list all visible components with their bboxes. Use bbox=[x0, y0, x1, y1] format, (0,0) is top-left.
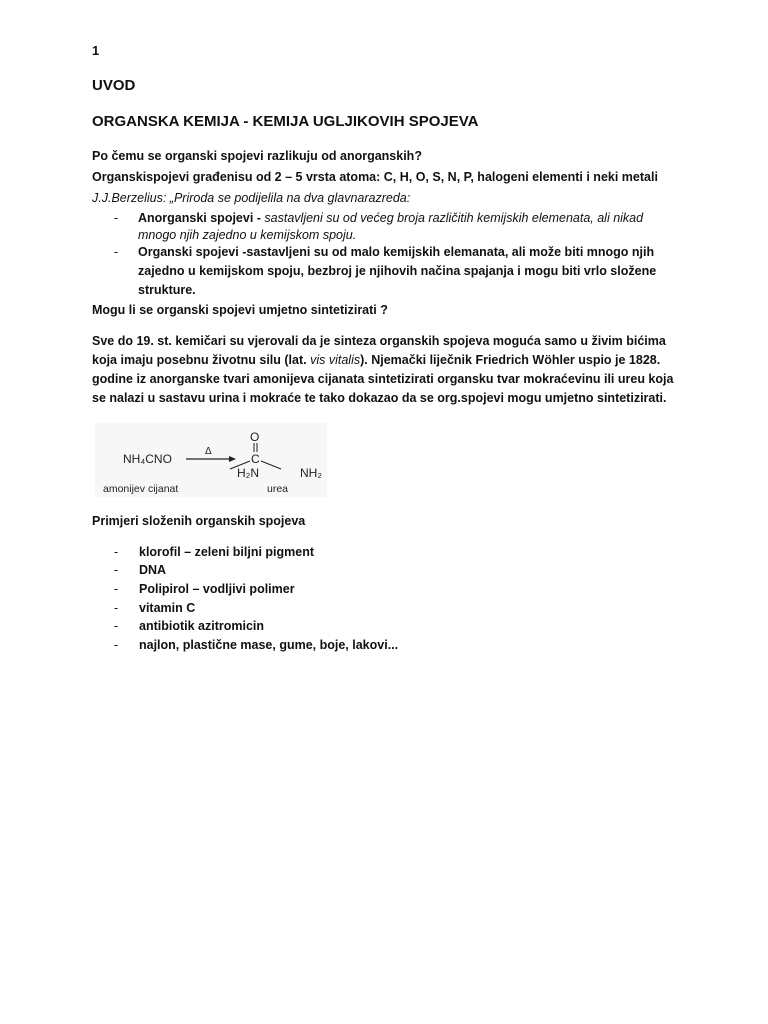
bullet-dash: - bbox=[114, 211, 119, 225]
bullet-inorganic-line-1: sastavljeni su od većeg broja različitih kemijskih elemenata, ali nikad bbox=[264, 211, 644, 225]
atom-oxygen: O bbox=[250, 430, 260, 444]
bullet-dash: - bbox=[114, 601, 119, 615]
atoms-line: Organskispojevi građenisu od 2 – 5 vrsta atoma: C, H, O, S, N, P, halogeni elementi i neki metali bbox=[92, 170, 658, 184]
bond-right bbox=[261, 461, 281, 469]
bullet-inorganic-line-2: mnogo njih zajedno u kemijskom spoju. bbox=[138, 228, 357, 242]
reactant-formula: NH₄CNO bbox=[123, 452, 172, 466]
list-item bbox=[114, 545, 314, 559]
atom-nh2: NH₂ bbox=[300, 466, 322, 480]
product-label: urea bbox=[267, 483, 289, 495]
bullet-dash: - bbox=[114, 582, 119, 596]
reaction-diagram bbox=[95, 423, 327, 497]
bullet-dash: - bbox=[114, 619, 119, 633]
bullet-organic-lead: Organski spojevi -sastavljeni su od malo kemijskih elemanata, ali može biti mnogo njih bbox=[138, 245, 655, 259]
arrow-head bbox=[229, 456, 236, 462]
bullet-organic-line-1: zajedno u kemijskom spoju, bezbroj je njihovih načina spajanja i mogu biti vrlo složene bbox=[138, 264, 657, 278]
bullet-dash: - bbox=[114, 638, 119, 652]
bullet-inorganic-lead: Anorganski spojevi - bbox=[138, 211, 265, 225]
atom-h2n: H₂N bbox=[237, 466, 259, 480]
list-item bbox=[114, 638, 398, 652]
list-item-text: klorofil – zeleni biljni pigment bbox=[139, 545, 315, 559]
berzelius-intro: J.J.Berzelius: „Priroda se podijelila na dva glavnarazreda: bbox=[92, 191, 411, 205]
history-paragraph bbox=[92, 332, 682, 408]
section-title: ORGANSKA KEMIJA - KEMIJA UGLJIKOVIH SPOJEVA bbox=[92, 113, 479, 130]
reactant-label: amonijev cijanat bbox=[103, 483, 179, 495]
list-item-text: vitamin C bbox=[139, 601, 196, 615]
question-difference: Po čemu se organski spojevi razlikuju od anorganskih? bbox=[92, 149, 422, 163]
bullet-dash: - bbox=[114, 545, 119, 559]
bullet-dash: - bbox=[114, 245, 119, 259]
examples-heading: Primjeri složenih organskih spojeva bbox=[92, 514, 306, 528]
atom-carbon: C bbox=[251, 452, 260, 466]
paragraph-part-2: ). Njemački liječnik Friedrich Wöhler uspio je 1828. godine iz anorganske tvari amonijeva cijanata sintetizirati organsku tvar mokraćevinu ili ureu koja se nalazi u sastavu urina i mokraće te tako dokazao da se org.spojevi mogu umjetno sintetizirati. bbox=[92, 353, 674, 405]
list-item bbox=[114, 619, 264, 633]
bullet-organic-line-2: strukture. bbox=[138, 283, 196, 297]
list-item bbox=[114, 582, 295, 596]
paragraph-part-1: Sve do 19. st. kemičari su vjerovali da je sinteza organskih spojeva moguća samo u živim bićima koja imaju posebnu životnu silu (lat. bbox=[92, 334, 666, 367]
heading-uvod: UVOD bbox=[92, 77, 136, 94]
list-item-text: antibiotik azitromicin bbox=[139, 619, 265, 633]
question-synthesis: Mogu li se organski spojevi umjetno sintetizirati ? bbox=[92, 303, 388, 317]
bullet-dash: - bbox=[114, 563, 119, 577]
list-item-text: Polipirol – vodljivi polimer bbox=[139, 582, 295, 596]
paragraph-italic: vis vitalis bbox=[310, 353, 361, 367]
list-item bbox=[114, 601, 195, 615]
list-item bbox=[114, 563, 166, 577]
page-number: 1 bbox=[92, 43, 100, 58]
heat-symbol: Δ bbox=[205, 446, 212, 457]
reaction-figure bbox=[95, 423, 327, 497]
list-item-text: DNA bbox=[139, 563, 167, 577]
bullet-inorganic bbox=[138, 211, 643, 225]
list-item-text: najlon, plastične mase, gume, boje, lakovi... bbox=[139, 638, 399, 652]
